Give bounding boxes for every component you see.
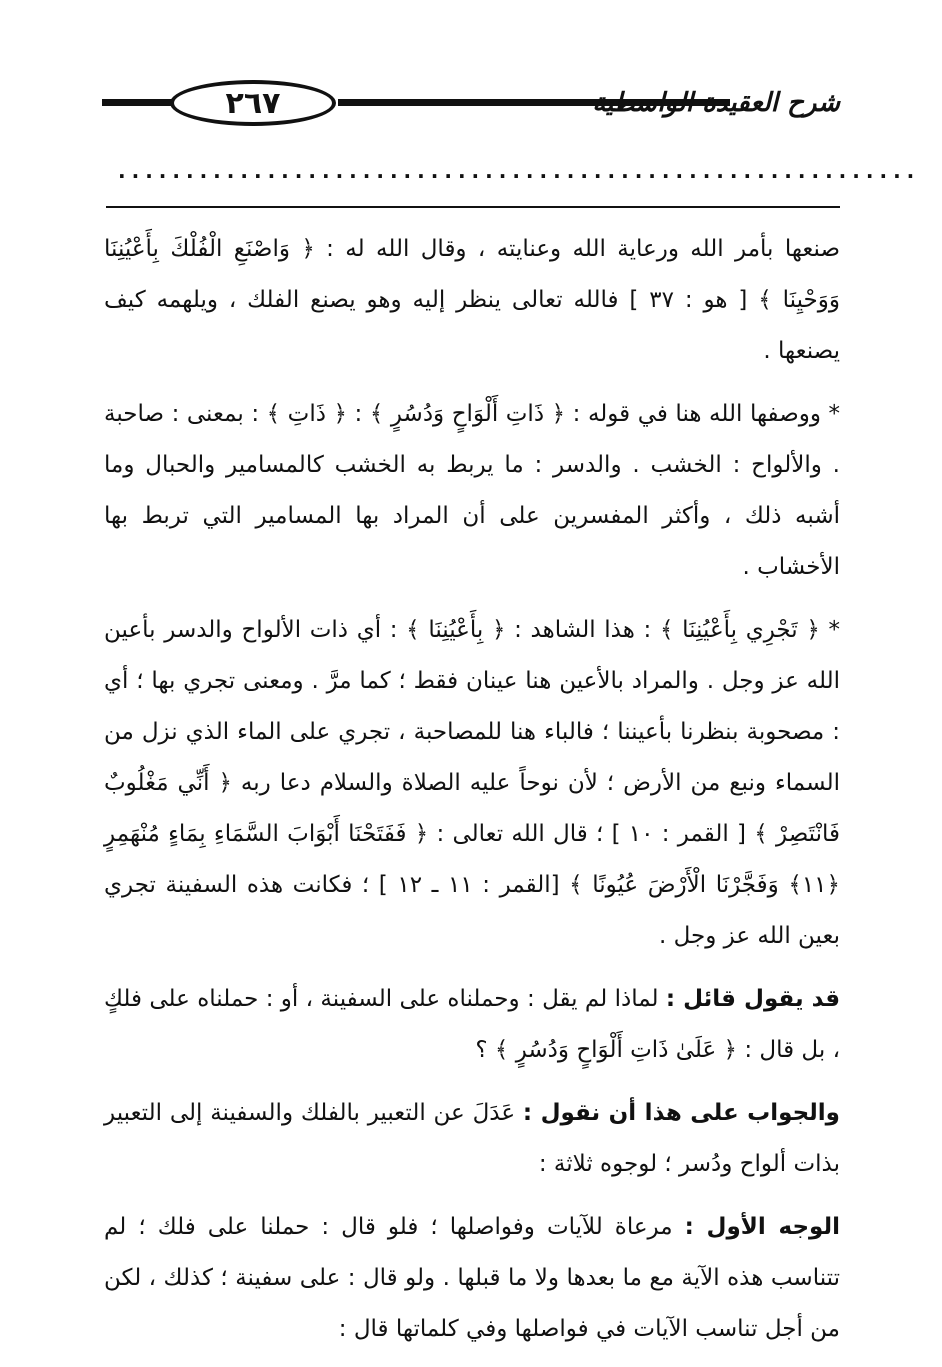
paragraph-1 xyxy=(104,224,840,377)
paragraph-6 xyxy=(104,1202,840,1355)
paragraph-text: * ووصفها الله هنا في قوله : ﴿ ذَاتِ أَلْوَاحٍ وَدُسُرٍ ﴾ : ﴿ ذَاتِ ﴾ : بمعنى : صاحبة . والألواح : الخشب . والدسر : ما يربط به الخشب كالمسامير والحبال وما أشبه ذلك ، وأكثر المفسرين على أن المراد بها المسامير التي تربط بها الأخشاب . xyxy=(104,401,840,580)
paragraph-text: لماذا لم يقل : وحملناه على السفينة ، أو : حملناه على فلكٍ ، بل قال : ﴿ عَلَىٰ ذَاتِ أَلْوَاحٍ وَدُسُرٍ ﴾ ؟ xyxy=(104,986,840,1063)
header-rule-left xyxy=(102,99,180,106)
paragraph-intro: الوجه الأول : xyxy=(684,1214,840,1240)
paragraph-4 xyxy=(104,974,840,1076)
body-text xyxy=(104,224,840,1367)
paragraph-text: * ﴿ تَجْرِي بِأَعْيُنِنَا ﴾ : هذا الشاهد : ﴿ بِأَعْيُنِنَا ﴾ : أي ذات الألواح والدسر بأعين الله عز وجل . والمراد بالأعين هنا عينان فقط ؛ كما مرَّ . ومعنى تجري بها ؛ أي : مصحوبة بنظرنا بأعيننا ؛ فالباء هنا للمصاحبة ، تجري على الماء الذي نزل من السماء ونبع من الأرض ؛ لأن نوحاً عليه الصلاة والسلام دعا ربه ﴿ أَنِّي مَغْلُوبٌ فَانْتَصِرْ ﴾ [ القمر : ١٠ ] ؛ قال الله تعالى : ﴿ فَفَتَحْنَا أَبْوَابَ السَّمَاءِ بِمَاءٍ مُنْهَمِرٍ ﴿١١﴾ وَفَجَّرْنَا الْأَرْضَ عُيُونًا ﴾ [القمر : ١١ ـ ١٢ ] ؛ فكانت هذه السفينة تجري بعين الله عز وجل . xyxy=(104,617,841,949)
paragraph-5 xyxy=(104,1088,840,1190)
horizontal-rule xyxy=(106,206,840,208)
page-number: ٢٦٧ xyxy=(225,85,281,121)
paragraph-3 xyxy=(104,605,840,962)
page-header xyxy=(100,68,840,138)
paragraph-text: عَدَلَ عن التعبير بالفلك والسفينة إلى التعبير بذات ألواح ودُسر ؛ لوجوه ثلاثة : xyxy=(104,1100,840,1177)
paragraph-intro: قد يقول قائل : xyxy=(665,986,840,1012)
paragraph-2 xyxy=(104,389,840,593)
page-number-oval xyxy=(170,80,336,126)
book-title: شرح العقيدة الواسطية xyxy=(592,88,840,118)
paragraph-text: مرعاة للآيات وفواصلها ؛ فلو قال : حملنا على فلك ؛ لم تتناسب هذه الآية مع ما بعدها ولا ما قبلها . ولو قال : على سفينة ؛ كذلك ، لكن من أجل تناسب الآيات في فواصلها وفي كلماتها قال : xyxy=(104,1214,840,1342)
paragraph-text: صنعها بأمر الله ورعاية الله وعنايته ، وقال الله له : ﴿ وَاصْنَعِ الْفُلْكَ بِأَعْيُنِنَا وَوَحْيِنَا ﴾ [ هو : ٣٧ ] فالله تعالى ينظر إليه وهو يصنع الفلك ، ويلهمه كيف يصنعها . xyxy=(104,236,840,364)
dotted-separator: ........................................................... xyxy=(118,159,921,183)
paragraph-intro: والجواب على هذا أن نقول : xyxy=(522,1100,840,1126)
